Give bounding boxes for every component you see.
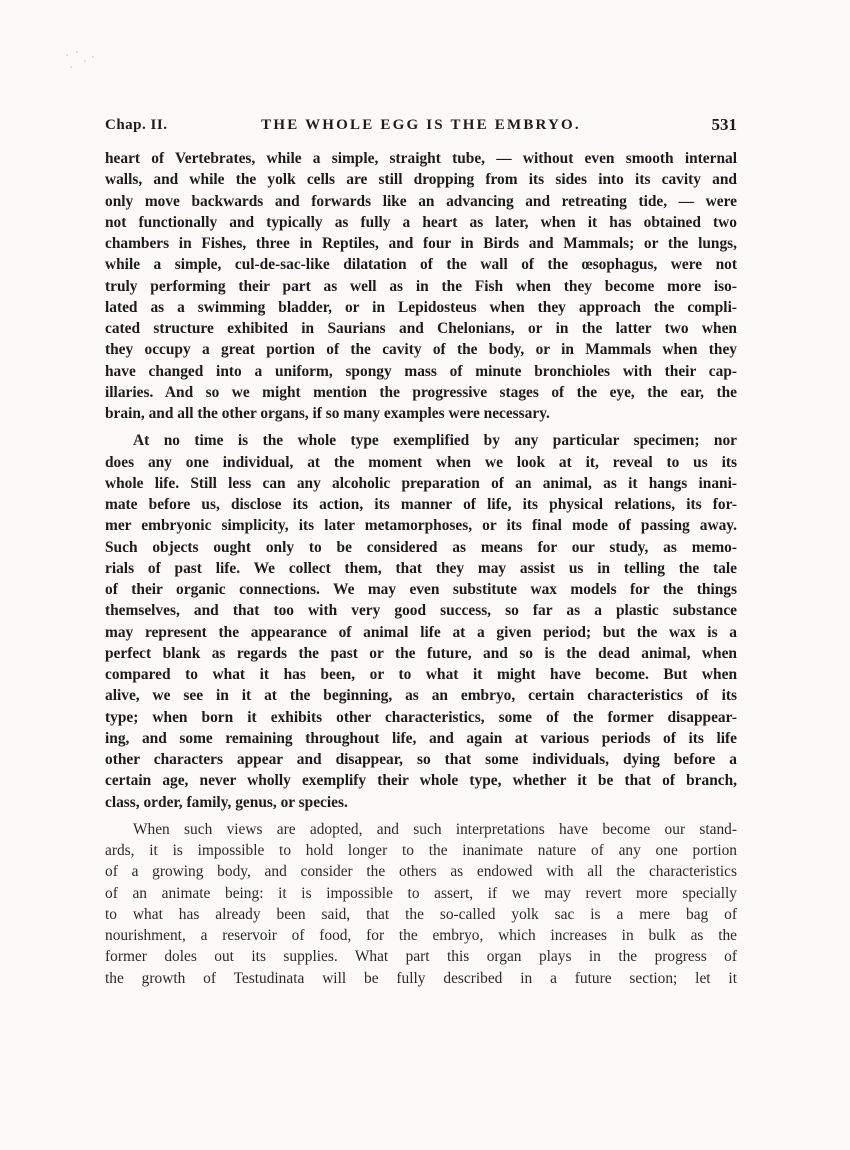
running-head: [105, 115, 737, 139]
text-line: other characters appear and disappear, so that some individuals, dying before a: [105, 751, 737, 768]
text-line: compared to what it has been, or to what it might have become. But when: [105, 666, 737, 683]
text-line: cated structure exhibited in Saurians and Chelonians, or in the latter two when: [105, 320, 737, 337]
text-line: When such views are adopted, and such interpretations have become our stand-: [133, 820, 737, 838]
text-line: of an animate being: it is impossible to assert, if we may revert more specially: [105, 884, 737, 902]
text-line: does any one individual, at the moment when we look at it, reveal to us its: [105, 453, 737, 471]
text-line: only move backwards and forwards like an advancing and retreating tide, — were: [105, 192, 737, 210]
text-line: nourishment, a reservoir of food, for the embryo, which increases in bulk as the: [105, 927, 737, 944]
text-line: certain age, never wholly exemplify their whole type, whether it be that of branch,: [105, 772, 737, 790]
text-line: while a simple, cul-de-sac-like dilatation of the wall of the œsophagus, were not: [105, 256, 737, 274]
text-line: chambers in Fishes, three in Reptiles, and four in Birds and Mammals; or the lungs,: [105, 235, 737, 252]
text-line: they occupy a great portion of the cavity of the body, or in Mammals when they: [105, 341, 737, 359]
text-line: At no time is the whole type exemplified by any particular specimen; nor: [133, 432, 737, 450]
paragraph: [105, 148, 737, 424]
paragraph: [105, 819, 737, 989]
text-line: Such objects ought only to be considered as means for our study, as memo-: [105, 538, 737, 556]
text-line: illaries. And so we might mention the progressive stages of the eye, the ear, the: [105, 383, 737, 401]
text-line: lated as a swimming bladder, or in Lepidosteus when they approach the compli-: [105, 298, 737, 316]
text-line: of their organic connections. We may even substitute wax models for the things: [105, 581, 737, 598]
running-title: THE WHOLE EGG IS THE EMBRYO.: [261, 117, 581, 133]
text-line: perfect blank as regards the past or the future, and so is the dead animal, when: [105, 644, 737, 662]
text-line: to what has already been said, that the so-called yolk sac is a mere bag of: [105, 905, 737, 923]
text-line: mer embryonic simplicity, its later metamorphoses, or its final mode of passing away.: [105, 517, 737, 535]
body-text: [105, 148, 737, 995]
text-line: themselves, and that too with very good success, so far as a plastic substance: [105, 602, 737, 620]
text-line: have changed into a uniform, spongy mass of minute bronchioles with their cap-: [105, 362, 737, 380]
text-line: whole life. Still less can any alcoholic preparation of an animal, as it hangs inani-: [105, 474, 737, 492]
text-line: heart of Vertebrates, while a simple, straight tube, — without even smooth internal: [105, 150, 737, 167]
text-line: ards, it is impossible to hold longer to the inanimate nature of any one portion: [105, 842, 737, 859]
text-line: rials of past life. We collect them, that they may assist us in telling the tale: [105, 559, 737, 577]
text-line: the growth of Testudinata will be fully described in a future section; let it: [105, 969, 737, 987]
text-line: alive, we see in it at the beginning, as an embryo, certain characteristics of its: [105, 687, 737, 705]
text-line: not functionally and typically as fully a heart as later, when it has obtained two: [105, 213, 737, 231]
text-line: truly performing their part as well as in the Fish when they become more iso-: [105, 277, 737, 295]
page-number: 531: [711, 115, 737, 134]
paragraph: [105, 430, 737, 813]
text-line: walls, and while the yolk cells are still dropping from its sides into its cavity and: [105, 171, 737, 189]
text-line: former doles out its supplies. What part this organ plays in the progress of: [105, 948, 737, 966]
scan-smudge: [62, 48, 122, 78]
text-line: type; when born it exhibits other characteristics, some of the former disappear-: [105, 708, 737, 726]
chapter-label: Chap. II.: [105, 117, 168, 133]
text-line: may represent the appearance of animal life at a given period; but the wax is a: [105, 623, 737, 641]
text-line: mate before us, disclose its action, its manner of life, its physical relations, its for-: [105, 496, 737, 513]
text-line: of a growing body, and consider the others as endowed with all the characteristics: [105, 863, 737, 881]
text-line: ing, and some remaining throughout life, and again at various periods of its life: [105, 729, 737, 747]
text-line: brain, and all the other organs, if so many examples were necessary.: [105, 405, 550, 422]
text-line: class, order, family, genus, or species.: [105, 793, 348, 811]
